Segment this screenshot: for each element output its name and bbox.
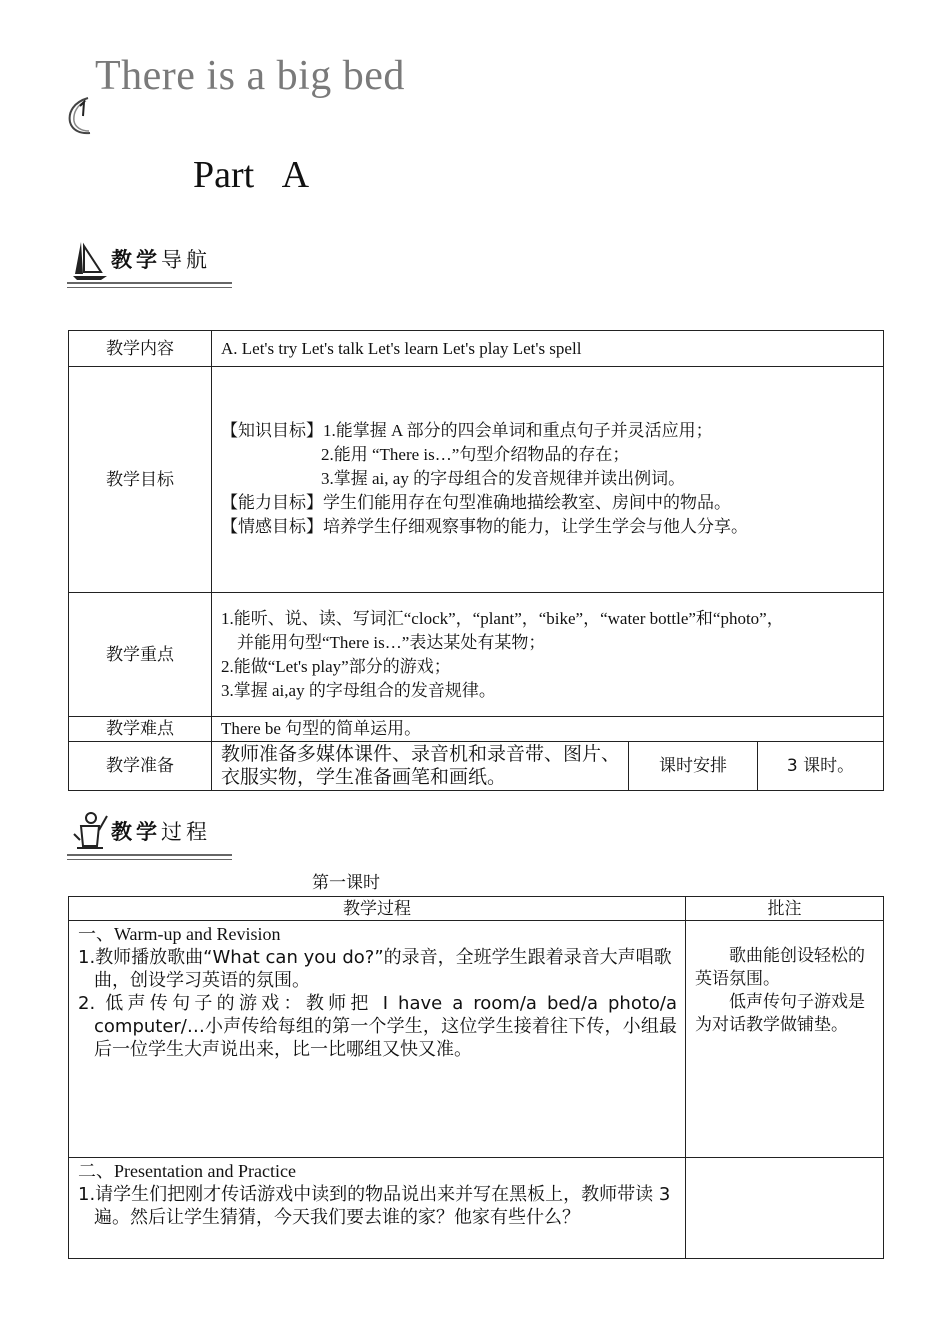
focus-line: 1.能听、说、读、写词汇“clock”，“plant”，“bike”，“water bottle”和“photo”， xyxy=(221,608,784,628)
note-paragraph: 歌曲能创设轻松的英语氛围。 xyxy=(695,946,865,989)
content-value: A. Let's try Let's talk Let's learn Let's play Let's spell xyxy=(212,331,884,367)
goal-line: 【情感目标】培养学生仔细观察事物的能力，让学生学会与他人分享。 xyxy=(221,516,748,536)
presentation-row xyxy=(69,1158,884,1259)
lesson-title: 第一课时 xyxy=(312,873,380,893)
teaching-process-header xyxy=(67,810,232,862)
process-column-header: 教学过程 xyxy=(69,897,686,921)
content-label: 教学内容 xyxy=(69,331,212,367)
note-paragraph: 低声传句子游戏是为对话教学做铺垫。 xyxy=(695,992,865,1035)
goal-line: 【知识目标】1.能掌握 A 部分的四会单词和重点句子并灵活应用； xyxy=(221,420,713,440)
prep-label: 教学准备 xyxy=(69,742,212,791)
teaching-guide-label-bold: 教学 xyxy=(111,248,161,272)
content-row xyxy=(69,331,884,367)
schedule-value: 3 课时。 xyxy=(758,742,884,791)
prep-value: 教师准备多媒体课件、录音机和录音带、图片、衣服实物，学生准备画笔和画纸。 xyxy=(212,742,629,791)
warmup-item-1: 1.教师播放歌曲“What can you do?”的录音，全班学生跟着录音大声唱歌曲，创设学习英语的氛围。 xyxy=(78,947,672,991)
warmup-cell xyxy=(69,921,686,1158)
difficulty-value: There be 句型的简单运用。 xyxy=(212,717,884,742)
warmup-notes-cell xyxy=(686,921,884,1158)
sailboat-icon xyxy=(71,240,109,282)
goal-line: 【能力目标】学生们能用存在句型准确地描绘教室、房间中的物品。 xyxy=(221,492,731,512)
focus-line: 3.掌握 ai,ay 的字母组合的发音规律。 xyxy=(221,680,496,700)
unit-title: There is a big bed xyxy=(95,53,405,99)
difficulty-row xyxy=(69,717,884,742)
focus-row xyxy=(69,593,884,717)
warmup-item-2: 2. 低声传句子的游戏：教师把 I have a room/a bed/a photo/a computer/…小声传给每组的第一个学生，这位学生接着往下传，小组最后一位学生大声说出来，比一比哪组又快又准。 xyxy=(78,993,677,1060)
teaching-plan-table xyxy=(68,330,884,791)
goals-cell xyxy=(212,367,884,593)
goal-line: 2.能用 “There is…”句型介绍物品的存在； xyxy=(321,444,630,464)
goal-line: 3.掌握 ai, ay 的字母组合的发音规律并读出例词。 xyxy=(321,468,686,488)
goals-label: 教学目标 xyxy=(69,367,212,593)
lesson-process-table xyxy=(68,896,884,1259)
prep-row xyxy=(69,742,884,791)
teaching-guide-label-light: 导航 xyxy=(161,248,211,272)
focus-line: 并能用句型“There is…”表达某处有某物； xyxy=(237,632,546,652)
notes-column-header: 批注 xyxy=(686,897,884,921)
writer-icon xyxy=(69,810,109,854)
goals-row xyxy=(69,367,884,593)
focus-label: 教学重点 xyxy=(69,593,212,717)
difficulty-label: 教学难点 xyxy=(69,717,212,742)
warmup-row xyxy=(69,921,884,1158)
teaching-guide-header xyxy=(67,238,232,290)
presentation-cell xyxy=(69,1158,686,1259)
presentation-heading: 二、Presentation and Practice xyxy=(78,1161,296,1181)
schedule-label: 课时安排 xyxy=(629,742,758,791)
focus-line: 2.能做“Let's play”部分的游戏； xyxy=(221,656,451,676)
warmup-heading: 一、Warm-up and Revision xyxy=(78,924,281,944)
focus-cell xyxy=(212,593,884,717)
teaching-process-label-light: 过程 xyxy=(161,820,211,844)
lesson-header-row xyxy=(69,897,884,921)
presentation-item-1: 1.请学生们把刚才传话游戏中读到的物品说出来并写在黑板上，教师带读 3 遍。然后让学生猜猜，今天我们要去谁的家？他家有些什么？ xyxy=(78,1184,671,1228)
unit-badge-icon xyxy=(66,96,96,136)
presentation-notes-cell xyxy=(686,1158,884,1259)
part-title: Part A xyxy=(193,154,310,196)
teaching-process-label-bold: 教学 xyxy=(111,820,161,844)
